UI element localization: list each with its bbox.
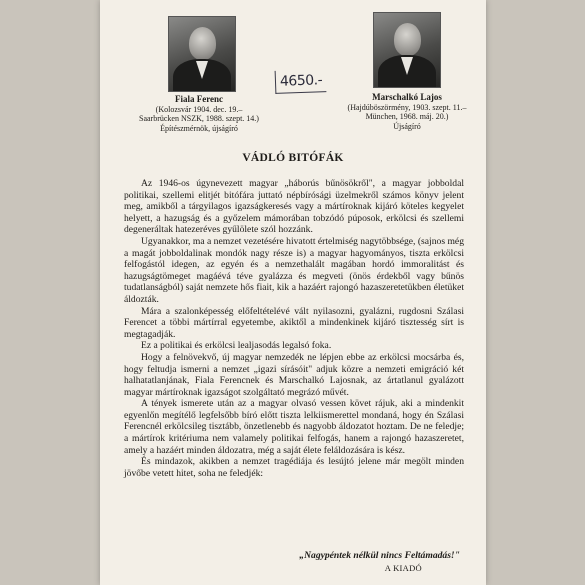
paragraph: Ez a politikai és erkölcsi lealjasodás legalsó foka.	[141, 340, 332, 352]
publisher-signature: A KIADÓ	[384, 563, 422, 573]
paragraph: Az 1946-os úgynevezett magyar „háborús bűnösökről", a magyar jobboldal politikai, szellemi elitjét bitófára juttató népbírósági üzelmekről számos könyv jelent meg, amikből a tárgyilagos igazságkeresés vagy a mártíroknak kijáró köteles kegyelet helyett, a hazugság és a győzelem mámorában tobzódó púposok, erkölcsi és szellemi degeneráltak hatezeréves gyűlölete szól hozzánk.	[124, 178, 464, 236]
body-text	[124, 178, 464, 479]
portrait-name: Fiala Ferenc	[174, 94, 224, 104]
portrait-caption-marschalko	[332, 93, 482, 131]
handwritten-price: 4650.-	[279, 72, 323, 90]
portrait-dates-line: München, 1968. máj. 20.)	[365, 112, 449, 121]
paragraph: Hogy a felnövekvő, új magyar nemzedék ne lépjen ebbe az erkölcsi mocsárba és, hogy feltudja ismerni a nemzet „igazi sírásóit" adjuk közre a nemzeti emigráció két halhatatlanjának, Fiala Ferencnek és Marschalkó Lajosnak, az ártatlanul gyalázott magyar mártíroknak igazságot szolgáltató megrázó művét.	[124, 351, 464, 398]
portrait-caption-fiala	[124, 95, 274, 133]
portrait-photo-marschalko	[373, 12, 441, 88]
portrait-dates-line: Saarbrücken NSZK, 1988. szept. 14.)	[139, 114, 259, 123]
portrait-name: Marschalkó Lajos	[372, 92, 442, 102]
portrait-dates-line: (Kolozsvár 1904. dec. 19.–	[155, 104, 243, 114]
paragraph: Mára a szalonképesség előfeltételévé vált nyilasozni, gyalázni, rugdosni Szálasi Ferencet a többi mártírral egyetembe, akiktől a mindenkinek kijáró tisztesség sírt is megtagadják.	[124, 305, 464, 340]
document-page	[100, 0, 486, 585]
page-title: VÁDLÓ BITÓFÁK	[242, 152, 344, 164]
paragraph: És mindazok, akikben a nemzet tragédiája és lesújtó jelene már megölt minden jövőbe vetett hitet, soha ne feledjék:	[124, 456, 464, 479]
closing-motto: „Nagypéntek nélkül nincs Feltámadás!"	[299, 550, 460, 561]
paragraph: A tények ismerete után az a magyar olvasó vessen követ rájuk, aki a mindenkit egyenlőn megítélő legfelsőbb bíró előtt tiszta lelkiismerettel mondaná, hogy én Szálasi Ferencnél erkölcsileg tisztább, önzetlenebb és nagyobb áldozatot hoztam. De ne feledje; a mártírok kritériuma nem valamely politikai felfogás, hanem a rajongó hazaszeretet, amely a hazáért minden áldozatra, még a saját élete feláldozására is kész.	[124, 398, 464, 456]
portrait-profession: Építészmérnök, újságíró	[160, 123, 238, 133]
paragraph: Ugyanakkor, ma a nemzet vezetésére hivatott értelmiség nagytöbbsége, (sajnos még a magát jobboldalinak mondók nagy része is) a magyar hagyományos, tiszta erkölcsi felfogástól idegen, az egyén és a nemzethalált magában hordó immoralitást és hazugságtömeget magáévá téve gyalázza és megveti (önös érdekből vagy bűnös tudatlanságból) saját nemzete hős fiait, kik a hazáért rajongó hazaszeretetükben életüket áldozták.	[124, 235, 464, 305]
portrait-photo-fiala	[168, 16, 236, 92]
portrait-head	[394, 23, 421, 56]
portrait-profession: Újságíró	[393, 121, 421, 131]
portrait-head	[189, 27, 216, 60]
portrait-dates-line: (Hajdúböszörmény, 1903. szept. 11.–	[347, 102, 467, 112]
